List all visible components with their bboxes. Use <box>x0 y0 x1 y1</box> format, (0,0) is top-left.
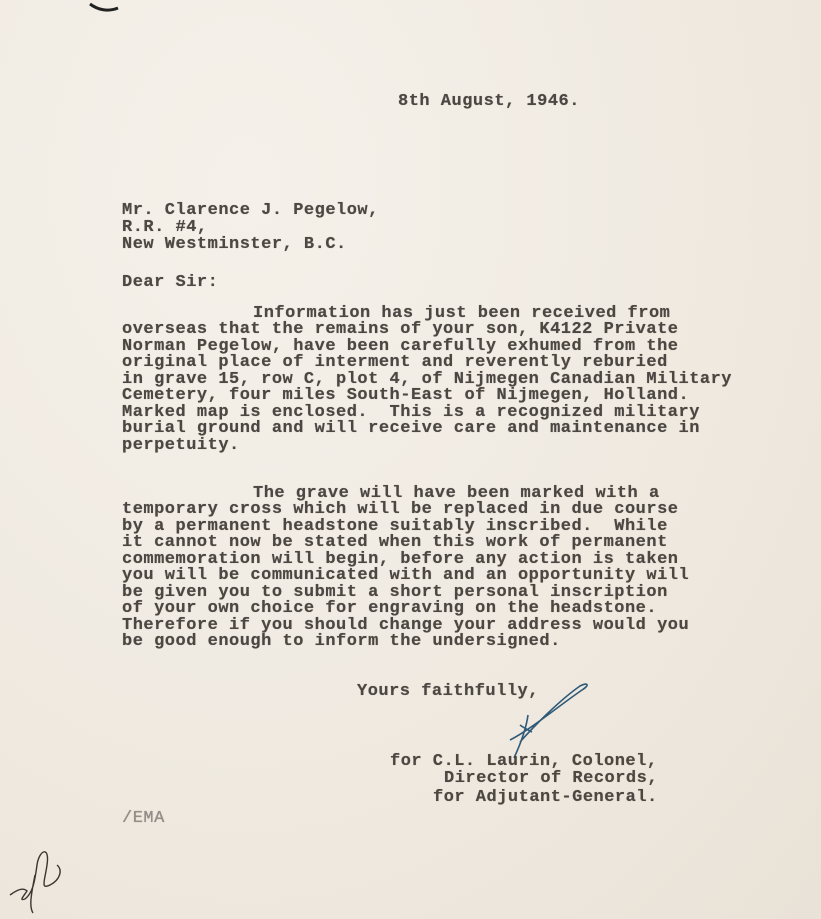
signatory-office: for Adjutant-General. <box>433 788 658 807</box>
text-line: Norman Pegelow, have been carefully exhumed from the <box>122 336 679 356</box>
text-line: burial ground and will receive care and maintenance in <box>122 419 700 439</box>
letter-date: 8th August, 1946. <box>398 92 580 111</box>
text-line: in grave 15, row C, plot 4, of Nijmegen Canadian Military <box>122 369 732 389</box>
paragraph-2 <box>122 486 689 650</box>
handwritten-initials <box>5 835 75 915</box>
text-line: you will be communicated with and an opportunity will <box>122 566 690 586</box>
text-line: Information has just been received from <box>253 304 671 323</box>
text-line: of your own choice for engraving on the headstone. <box>122 599 658 619</box>
text-line: by a permanent headstone suitably inscribed. While <box>122 516 668 536</box>
address-line: New Westminster, B.C. <box>122 235 347 254</box>
address-line: R.R. #4, <box>122 218 208 237</box>
closing: Yours faithfully, <box>357 682 539 701</box>
address-line: Mr. Clarence J. Pegelow, <box>122 201 379 220</box>
salutation: Dear Sir: <box>122 273 219 292</box>
text-line: Marked map is enclosed. This is a recognized military <box>122 402 700 422</box>
text-line: commemoration will begin, before any action is taken <box>122 549 679 569</box>
text-line: be good enough to inform the undersigned. <box>122 631 561 651</box>
text-line: perpetuity. <box>122 435 240 455</box>
signatory-title: Director of Records, <box>444 769 659 788</box>
text-line: The grave will have been marked with a <box>253 484 660 503</box>
text-line: temporary cross which will be replaced in due course <box>122 500 679 520</box>
typist-reference: /EMA <box>122 809 165 828</box>
signatory-line: for C.L. Laurin, Colonel, <box>390 752 658 771</box>
text-line: be given you to submit a short personal inscription <box>122 582 668 602</box>
text-line: Therefore if you should change your address would you <box>122 615 690 635</box>
text-line: original place of interment and reverently reburied <box>122 353 668 373</box>
text-line: overseas that the remains of your son, K4122 Private <box>122 320 679 340</box>
paragraph-1 <box>122 306 732 454</box>
text-line: Cemetery, four miles South-East of Nijmegen, Holland. <box>122 386 690 406</box>
text-line: it cannot now be stated when this work of permanent <box>122 533 668 553</box>
corner-mark <box>88 0 128 16</box>
